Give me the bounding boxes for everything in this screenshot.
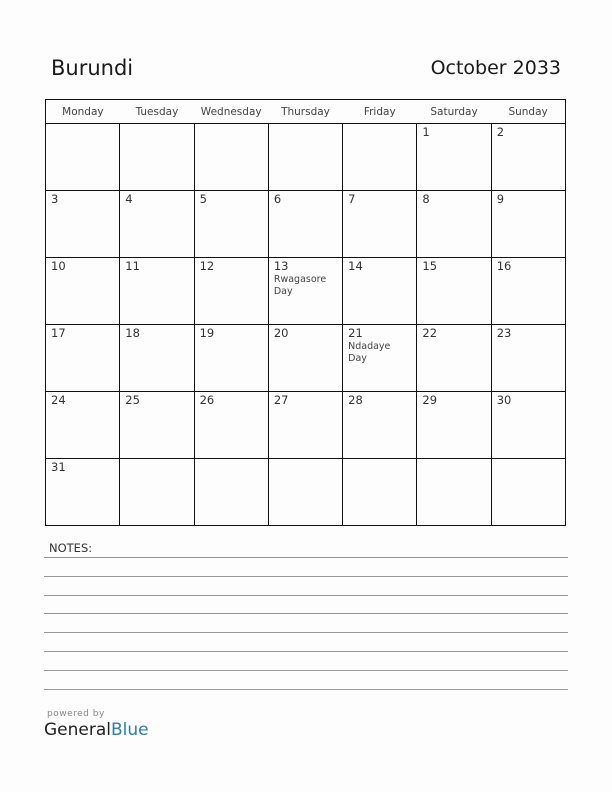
generalblue-logo xyxy=(44,720,149,740)
day-cell xyxy=(343,325,417,392)
day-number: 9 xyxy=(496,192,505,206)
day-cell xyxy=(268,392,342,459)
notes-line xyxy=(44,595,568,596)
day-cell xyxy=(343,392,417,459)
day-cell xyxy=(120,392,194,459)
holiday-label: Rwagasore Day xyxy=(273,274,327,297)
holiday-label: Ndadaye Day xyxy=(348,341,391,364)
day-number: 29 xyxy=(422,393,438,407)
day-cell xyxy=(268,258,342,325)
day-cell xyxy=(120,325,194,392)
day-number: 21 xyxy=(348,326,363,340)
day-cell xyxy=(46,258,120,325)
notes-line xyxy=(44,632,568,633)
day-cell xyxy=(120,124,194,191)
day-number: 24 xyxy=(51,393,66,407)
powered-by-text: powered by xyxy=(47,709,105,719)
day-number: 4 xyxy=(125,192,133,206)
day-number: 13 xyxy=(273,259,289,273)
day-cell xyxy=(491,191,565,258)
weekday-friday: Friday xyxy=(343,100,417,124)
day-cell xyxy=(268,124,342,191)
day-number: 28 xyxy=(348,393,363,407)
day-number: 30 xyxy=(496,393,512,407)
day-cell xyxy=(46,325,120,392)
weekday-saturday: Saturday xyxy=(417,100,491,124)
day-number: 15 xyxy=(422,259,438,273)
country-title: Burundi xyxy=(51,56,134,80)
week-row xyxy=(46,191,566,258)
day-number: 7 xyxy=(348,192,356,206)
notes-line xyxy=(44,651,568,652)
weekday-sunday: Sunday xyxy=(491,100,565,124)
day-number: 6 xyxy=(273,192,282,206)
day-number: 16 xyxy=(496,259,512,273)
brand-blue: Blue xyxy=(111,720,149,740)
day-cell xyxy=(417,191,491,258)
notes-line xyxy=(44,670,568,671)
calendar-grid xyxy=(45,99,566,526)
weekday-tuesday: Tuesday xyxy=(120,100,194,124)
day-number: 23 xyxy=(496,326,512,340)
day-cell xyxy=(491,124,565,191)
notes-line xyxy=(44,613,568,614)
day-cell xyxy=(194,392,268,459)
day-cell xyxy=(417,392,491,459)
day-cell xyxy=(491,459,565,526)
weekday-wednesday: Wednesday xyxy=(194,100,268,124)
week-row xyxy=(46,459,566,526)
day-cell xyxy=(491,392,565,459)
day-cell xyxy=(194,191,268,258)
day-number: 27 xyxy=(273,393,289,407)
day-cell xyxy=(491,325,565,392)
day-number: 25 xyxy=(125,393,140,407)
day-cell xyxy=(417,124,491,191)
weekday-monday: Monday xyxy=(46,100,120,124)
day-cell xyxy=(343,459,417,526)
day-cell xyxy=(417,459,491,526)
day-cell xyxy=(268,191,342,258)
day-number: 8 xyxy=(422,192,430,206)
day-cell xyxy=(268,325,342,392)
day-cell xyxy=(46,124,120,191)
week-row xyxy=(46,325,566,392)
day-cell xyxy=(268,459,342,526)
day-number: 26 xyxy=(199,393,215,407)
day-cell xyxy=(120,258,194,325)
day-number: 1 xyxy=(422,125,430,139)
notes-line xyxy=(44,689,568,690)
week-row xyxy=(46,124,566,191)
day-number: 19 xyxy=(199,326,215,340)
day-cell xyxy=(46,191,120,258)
day-number: 14 xyxy=(348,259,363,273)
day-cell xyxy=(194,124,268,191)
day-cell xyxy=(46,392,120,459)
day-cell xyxy=(120,459,194,526)
day-cell xyxy=(491,258,565,325)
day-cell xyxy=(343,124,417,191)
day-cell xyxy=(343,191,417,258)
day-number: 3 xyxy=(51,192,59,206)
day-cell xyxy=(194,325,268,392)
day-cell xyxy=(194,258,268,325)
notes-line xyxy=(44,557,568,558)
weekday-thursday: Thursday xyxy=(268,100,342,124)
day-number: 5 xyxy=(199,192,207,206)
day-number: 18 xyxy=(125,326,140,340)
day-cell xyxy=(417,325,491,392)
day-number: 20 xyxy=(273,326,289,340)
day-number: 12 xyxy=(199,259,215,273)
week-row xyxy=(46,258,566,325)
day-cell xyxy=(46,459,120,526)
weekday-header-row xyxy=(46,100,566,124)
week-row xyxy=(46,392,566,459)
day-number: 10 xyxy=(51,259,66,273)
day-number: 22 xyxy=(422,326,438,340)
day-number: 11 xyxy=(125,259,140,273)
day-number: 17 xyxy=(51,326,66,340)
notes-line xyxy=(44,576,568,577)
day-number: 31 xyxy=(51,460,66,474)
month-year-title: October 2033 xyxy=(430,57,561,79)
day-cell xyxy=(120,191,194,258)
brand-general: General xyxy=(44,720,111,740)
day-cell xyxy=(343,258,417,325)
day-cell xyxy=(194,459,268,526)
day-cell xyxy=(417,258,491,325)
day-number: 2 xyxy=(496,125,505,139)
notes-label: NOTES: xyxy=(49,541,93,555)
